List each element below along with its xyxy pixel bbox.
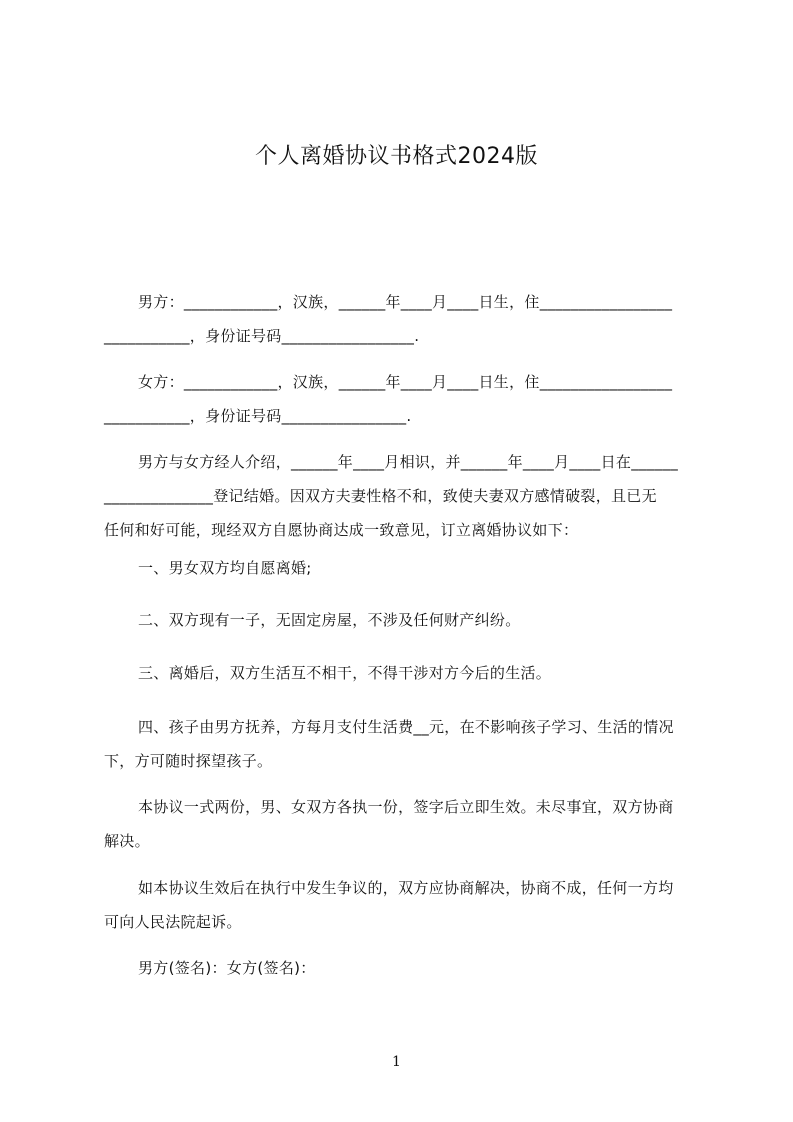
page-number: 1 bbox=[392, 1054, 401, 1070]
female-party-line-2: ___________，身份证号码________________. bbox=[104, 407, 412, 425]
female-party-paragraph bbox=[104, 365, 702, 433]
copies-line-1: 本协议一式两份，男、女双方各执一份，签字后立即生效。未尽事宜，双方协商 bbox=[138, 798, 674, 816]
clause-4-line-2: 下，方可随时探望孩子。 bbox=[104, 752, 273, 770]
clause-3-paragraph bbox=[104, 656, 702, 690]
clause-4-paragraph bbox=[104, 710, 702, 778]
male-party-paragraph bbox=[104, 285, 702, 353]
clause-2-text: 二、双方现有一子，无固定房屋，不涉及任何财产纠纷。 bbox=[138, 611, 521, 629]
introduction-paragraph bbox=[104, 445, 702, 547]
clause-1-text: 一、男女双方均自愿离婚; bbox=[138, 559, 312, 577]
dispute-paragraph bbox=[104, 871, 702, 939]
male-party-line-2: ___________，身份证号码_________________. bbox=[104, 327, 420, 345]
male-party-line-1: 男方：____________，汉族，______年____月____日生，住_________________ bbox=[138, 293, 673, 311]
dispute-line-2: 可向人民法院起诉。 bbox=[104, 913, 242, 931]
clause-3-text: 三、离婚后，双方生活互不相干，不得干涉对方今后的生活。 bbox=[138, 664, 552, 682]
clause-4-line-1: 四、孩子由男方抚养，方每月支付生活费__元，在不影响孩子学习、生活的情况 bbox=[138, 718, 674, 736]
clause-2-paragraph bbox=[104, 603, 702, 637]
clause-1-paragraph bbox=[104, 551, 702, 585]
introduction-line-3: 任何和好可能，现经双方自愿协商达成一致意见，订立离婚协议如下： bbox=[104, 521, 579, 539]
signature-line: 男方(签名)：女方(签名)： bbox=[138, 959, 316, 977]
signature-paragraph bbox=[104, 951, 702, 985]
document-title: 个人离婚协议书格式2024版 bbox=[255, 144, 538, 169]
introduction-line-2: ______________登记结婚。因双方夫妻性格不和，致使夫妻双方感情破裂，且已无 bbox=[104, 487, 657, 505]
dispute-line-1: 如本协议生效后在执行中发生争议的，双方应协商解决，协商不成，任何一方均 bbox=[138, 879, 674, 897]
copies-line-2: 解决。 bbox=[104, 832, 150, 850]
copies-paragraph bbox=[104, 790, 702, 858]
female-party-line-1: 女方：____________，汉族，______年____月____日生，住_________________ bbox=[138, 373, 673, 391]
introduction-line-1: 男方与女方经人介绍，______年____月相识，并______年____月____日在______ bbox=[138, 453, 679, 471]
